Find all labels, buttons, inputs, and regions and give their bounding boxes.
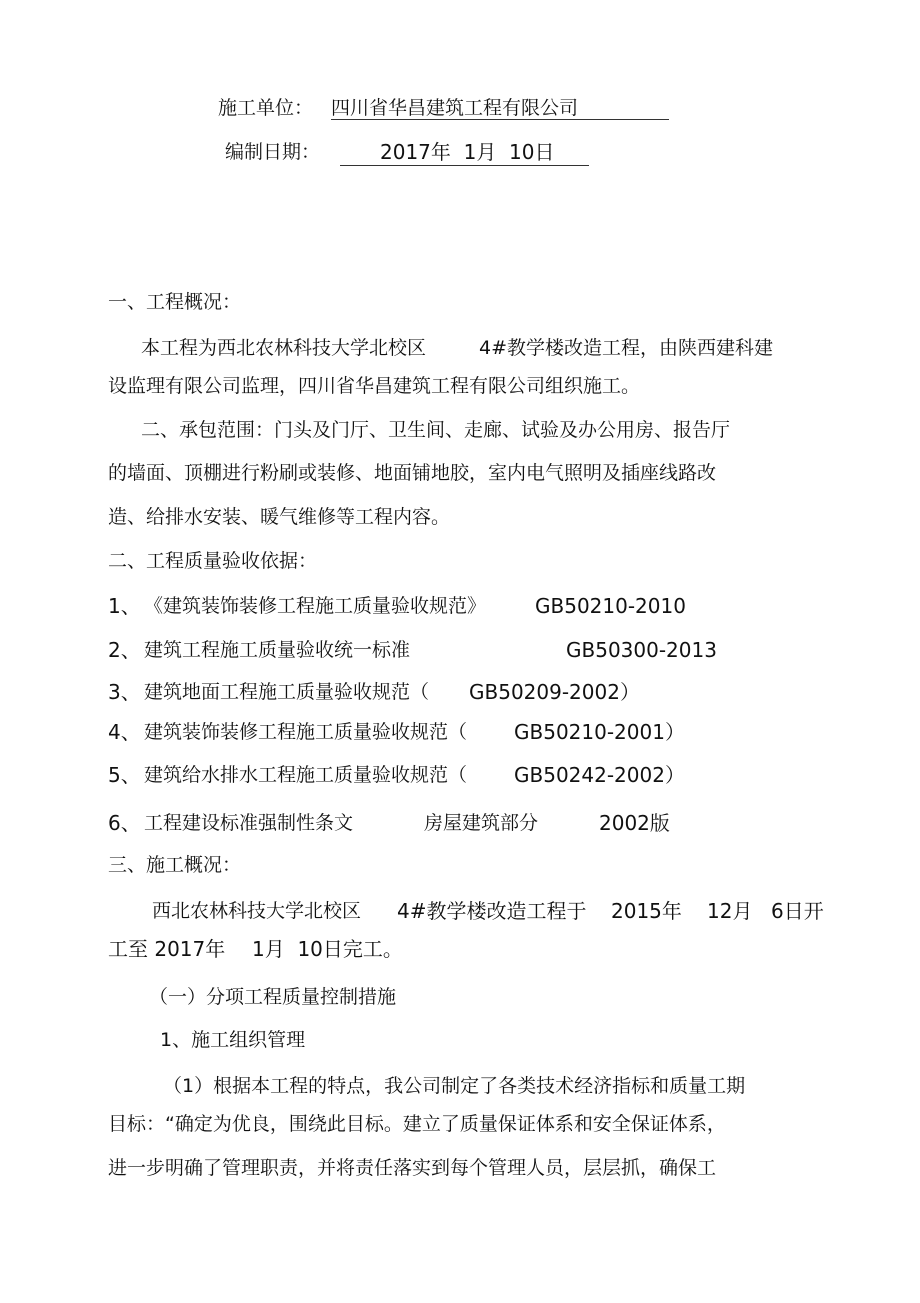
- item-4-code: GB50210-2001）: [514, 720, 685, 744]
- section3-sub2: 1、施工组织管理: [160, 1029, 306, 1051]
- unit-underline: [331, 119, 669, 120]
- section1-p2-b: 的墙面、顶棚进行粉刷或装修、地面铺地胶，室内电气照明及插座线路改: [108, 462, 717, 484]
- item-1-name: 《建筑装饰装修工程施工质量验收规范》: [144, 595, 487, 617]
- item-5-code: GB50242-2002）: [514, 763, 685, 787]
- section3-p2-b: 1月 10日完工。: [252, 937, 403, 961]
- section3-p3-a: （1）根据本工程的特点，我公司制定了各类技术经济指标和质量工期: [163, 1075, 746, 1097]
- item-3-code: GB50209-2002）: [469, 680, 640, 704]
- item-1-no: 1、: [108, 594, 141, 618]
- unit-value: 四川省华昌建筑工程有限公司: [331, 97, 579, 119]
- item-6-code: 2002版: [599, 811, 670, 835]
- item-6-mid: 房屋建筑部分: [424, 812, 539, 834]
- section1-p2-c: 造、给排水安装、暖气维修等工程内容。: [108, 506, 451, 528]
- item-5-name: 建筑给水排水工程施工质量验收规范（: [144, 764, 468, 786]
- section1-p1-a: 本工程为西北农林科技大学北校区: [141, 337, 427, 359]
- section2-heading: 二、工程质量验收依据：: [108, 550, 318, 572]
- item-6-name: 工程建设标准强制性条文: [144, 812, 354, 834]
- item-1-code: GB50210-2010: [535, 594, 686, 618]
- item-2-name: 建筑工程施工质量验收统一标准: [144, 639, 411, 661]
- section1-heading: 一、工程概况：: [108, 291, 242, 313]
- item-2-code: GB50300-2013: [566, 638, 717, 662]
- section1-p2-a: 二、承包范围：门头及门厅、卫生间、走廊、试验及办公用房、报告厅: [141, 419, 731, 441]
- section3-heading: 三、施工概况：: [108, 854, 242, 876]
- item-6-no: 6、: [108, 811, 141, 835]
- section3-p1-a: 西北农林科技大学北校区: [152, 900, 362, 922]
- item-4-name: 建筑装饰装修工程施工质量验收规范（: [144, 721, 468, 743]
- unit-label: 施工单位：: [218, 97, 314, 119]
- item-4-no: 4、: [108, 720, 141, 744]
- item-3-no: 3、: [108, 680, 141, 704]
- item-5-no: 5、: [108, 763, 141, 787]
- section1-p1-c: 设监理有限公司监理，四川省华昌建筑工程有限公司组织施工。: [108, 375, 641, 397]
- section3-p3-c: 进一步明确了管理职责，并将责任落实到每个管理人员，层层抓，确保工: [108, 1157, 717, 1179]
- date-value: 2017年 1月 10日: [380, 140, 555, 164]
- section3-p1-d: 12月: [707, 899, 753, 923]
- section3-sub1: （一）分项工程质量控制措施: [149, 986, 397, 1008]
- section3-p2-a: 工至 2017年: [108, 937, 226, 961]
- section3-p3-b: 目标：“确定为优良，围绕此目标。建立了质量保证体系和安全保证体系，: [108, 1113, 726, 1135]
- section1-p1-b: 4#教学楼改造工程，由陕西建科建: [479, 337, 774, 359]
- date-label: 编制日期：: [225, 141, 321, 163]
- item-3-name: 建筑地面工程施工质量验收规范（: [144, 681, 430, 703]
- date-underline: [340, 165, 589, 166]
- item-2-no: 2、: [108, 638, 141, 662]
- section3-p1-e: 6日开: [771, 899, 824, 923]
- section3-p1-c: 2015年: [611, 899, 682, 923]
- section3-p1-b: 4#教学楼改造工程于: [397, 899, 587, 923]
